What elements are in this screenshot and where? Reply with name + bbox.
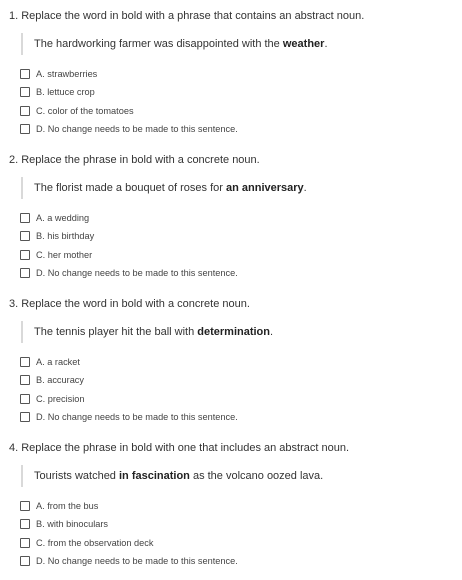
checkbox[interactable] <box>20 250 30 260</box>
sentence-bold-text: in fascination <box>118 470 190 482</box>
checkbox[interactable] <box>20 538 30 548</box>
checkbox[interactable] <box>20 375 30 385</box>
option-d[interactable] <box>20 408 238 426</box>
question-sentence <box>21 177 307 199</box>
checkbox[interactable] <box>20 519 30 529</box>
sentence-bold-text: determination <box>197 326 270 338</box>
option-c[interactable] <box>20 246 238 264</box>
answer-options <box>20 353 238 426</box>
sentence-text: The tennis player hit the ball with <box>34 326 198 338</box>
question-sentence <box>21 465 323 487</box>
option-label: D. No change needs to be made to this sentence. <box>36 268 238 279</box>
sentence-text: The florist made a bouquet of roses for <box>34 182 226 194</box>
question-title: 2. Replace the phrase in bold with a concrete noun. <box>9 154 260 166</box>
checkbox[interactable] <box>20 268 30 278</box>
checkbox[interactable] <box>20 357 30 367</box>
checkbox[interactable] <box>20 213 30 223</box>
checkbox[interactable] <box>20 231 30 241</box>
option-label: B. lettuce crop <box>36 87 95 98</box>
question-title: 1. Replace the word in bold with a phrase that contains an abstract noun. <box>9 10 365 22</box>
option-b[interactable] <box>20 515 238 533</box>
option-label: D. No change needs to be made to this sentence. <box>36 556 238 567</box>
question-sentence <box>21 321 273 343</box>
option-b[interactable] <box>20 227 238 245</box>
checkbox[interactable] <box>20 412 30 422</box>
question-title: 3. Replace the word in bold with a concrete noun. <box>9 298 250 310</box>
sentence-bold-text: weather <box>282 38 325 50</box>
checkbox[interactable] <box>20 106 30 116</box>
option-label: D. No change needs to be made to this sentence. <box>36 124 238 135</box>
option-a[interactable] <box>20 353 238 371</box>
checkbox[interactable] <box>20 124 30 134</box>
option-label: A. from the bus <box>36 501 99 512</box>
option-label: B. with binoculars <box>36 519 109 530</box>
sentence-text-end: as the volcano oozed lava. <box>189 470 324 482</box>
answer-options <box>20 497 238 570</box>
checkbox[interactable] <box>20 501 30 511</box>
checkbox[interactable] <box>20 69 30 79</box>
question-sentence <box>21 33 328 55</box>
option-c[interactable] <box>20 102 238 120</box>
option-label: C. precision <box>36 393 85 404</box>
checkbox[interactable] <box>20 394 30 404</box>
option-d[interactable] <box>20 264 238 282</box>
option-a[interactable] <box>20 497 238 515</box>
option-label: D. No change needs to be made to this sentence. <box>36 412 238 423</box>
option-label: C. color of the tomatoes <box>36 105 134 116</box>
option-label: C. her mother <box>36 249 93 260</box>
sentence-text-end: . <box>303 182 307 194</box>
checkbox[interactable] <box>20 556 30 566</box>
sentence-text: The hardworking farmer was disappointed with the <box>34 38 283 50</box>
checkbox[interactable] <box>20 87 30 97</box>
sentence-text: Tourists watched <box>34 470 119 482</box>
question-4 <box>0 436 462 580</box>
option-c[interactable] <box>20 390 238 408</box>
question-2 <box>0 148 462 292</box>
question-3 <box>0 292 462 436</box>
option-a[interactable] <box>20 65 238 83</box>
option-label: A. a wedding <box>36 213 90 224</box>
option-d[interactable] <box>20 552 238 570</box>
answer-options <box>20 209 238 282</box>
option-label: B. accuracy <box>36 375 84 386</box>
sentence-text-end: . <box>324 38 328 50</box>
option-a[interactable] <box>20 209 238 227</box>
question-title: 4. Replace the phrase in bold with one that includes an abstract noun. <box>9 442 350 454</box>
option-label: B. his birthday <box>36 231 95 242</box>
option-d[interactable] <box>20 120 238 138</box>
sentence-text-end: . <box>270 326 274 338</box>
option-label: A. strawberries <box>36 69 98 80</box>
option-label: C. from the observation deck <box>36 537 154 548</box>
option-c[interactable] <box>20 534 238 552</box>
option-b[interactable] <box>20 371 238 389</box>
option-label: A. a racket <box>36 357 80 368</box>
sentence-bold-text: an anniversary <box>226 182 304 194</box>
answer-options <box>20 65 238 138</box>
option-b[interactable] <box>20 83 238 101</box>
question-1 <box>0 4 462 148</box>
